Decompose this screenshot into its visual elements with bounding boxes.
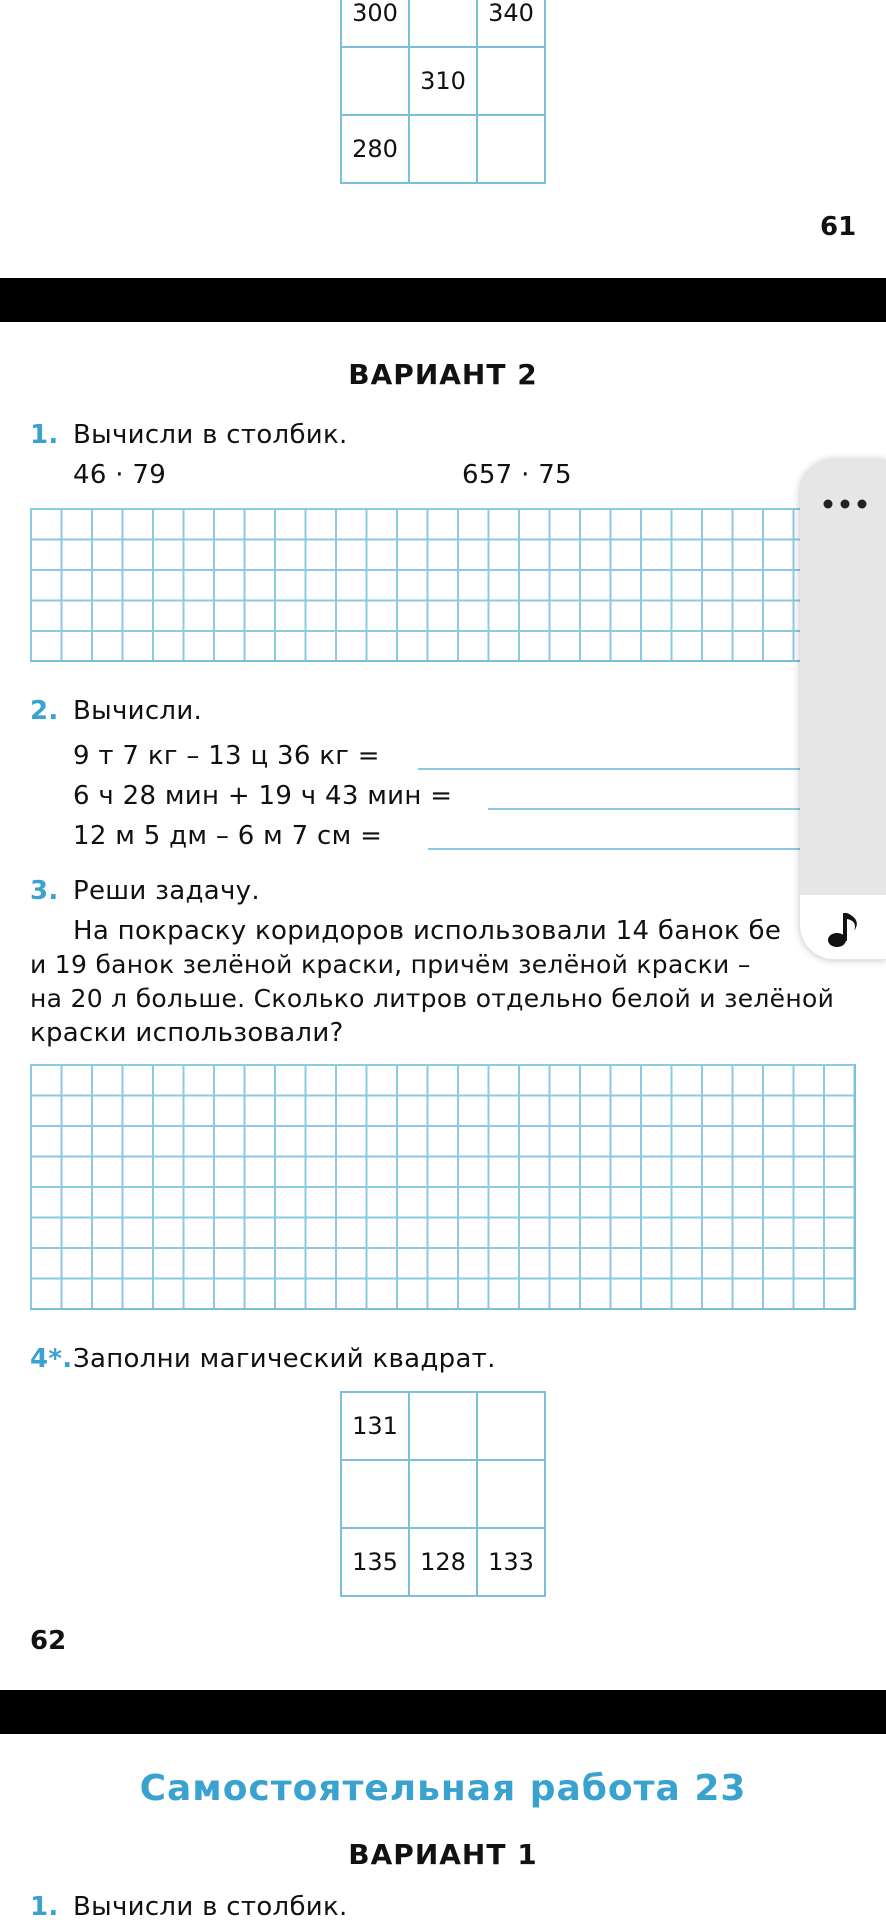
page-number-62: 62 <box>30 1626 67 1656</box>
square-cell <box>477 47 545 115</box>
square-cell[interactable] <box>409 1460 477 1528</box>
square-cell[interactable] <box>341 1460 409 1528</box>
task3-text-line: на 20 л больше. Сколько литров отдельно белой и зелёной <box>30 984 835 1013</box>
music-note-icon <box>826 909 862 949</box>
square-cell: 133 <box>477 1528 545 1596</box>
section-task1-label: Вычисли в столбик. <box>73 1892 348 1922</box>
section-task1-number: 1. <box>30 1892 59 1922</box>
square-cell: 310 <box>409 47 477 115</box>
task3-text-line: краски использовали? <box>30 1018 344 1048</box>
task2-line-1: 9 т 7 кг – 13 ц 36 кг = <box>73 741 380 771</box>
task2-line-2: 6 ч 28 мин + 19 ч 43 мин = <box>73 781 453 811</box>
task1-label: Вычисли в столбик. <box>73 420 348 450</box>
task1-expression-b: 657 · 75 <box>462 460 572 490</box>
section-variant-title: ВАРИАНТ 1 <box>348 1838 538 1871</box>
section-title: Самостоятельная работа 23 <box>139 1768 747 1809</box>
square-cell[interactable] <box>409 1392 477 1460</box>
square-cell[interactable] <box>477 1460 545 1528</box>
square-cell: 300 <box>341 0 409 47</box>
task3-text-line: и 19 банок зелёной краски, причём зелёной краски – <box>30 950 751 979</box>
task3-label: Реши задачу. <box>73 876 260 906</box>
task3-number: 3. <box>30 876 59 906</box>
square-cell <box>409 0 477 47</box>
page-divider <box>0 278 886 322</box>
task1-grid[interactable] <box>30 508 856 662</box>
square-cell[interactable] <box>477 1392 545 1460</box>
task1-number: 1. <box>30 420 59 450</box>
page-divider <box>0 1690 886 1734</box>
square-cell <box>341 47 409 115</box>
floating-toolbar <box>800 460 886 960</box>
answer-line-1[interactable] <box>418 768 854 770</box>
task4-number: 4*. <box>30 1344 73 1374</box>
audio-button[interactable] <box>800 895 886 959</box>
task2-label: Вычисли. <box>73 696 203 726</box>
square-cell: 128 <box>409 1528 477 1596</box>
task1-expression-a: 46 · 79 <box>73 460 167 490</box>
task3-text-line: На покраску коридоров использовали 14 банок бе <box>73 916 782 946</box>
more-dots-icon[interactable] <box>820 494 870 514</box>
square-cell: 131 <box>341 1392 409 1460</box>
answer-line-3[interactable] <box>428 848 854 850</box>
page-number-61: 61 <box>820 212 857 242</box>
task2-line-3: 12 м 5 дм – 6 м 7 см = <box>73 821 383 851</box>
magic-square <box>340 1391 546 1597</box>
square-cell: 135 <box>341 1528 409 1596</box>
square-cell: 340 <box>477 0 545 47</box>
square-cell <box>409 115 477 183</box>
square-cell: 280 <box>341 115 409 183</box>
task2-number: 2. <box>30 696 59 726</box>
square-cell <box>477 115 545 183</box>
variant-title: ВАРИАНТ 2 <box>348 358 538 391</box>
top-magic-square <box>340 0 546 184</box>
task3-grid[interactable] <box>30 1064 856 1310</box>
task4-label: Заполни магический квадрат. <box>73 1344 496 1374</box>
